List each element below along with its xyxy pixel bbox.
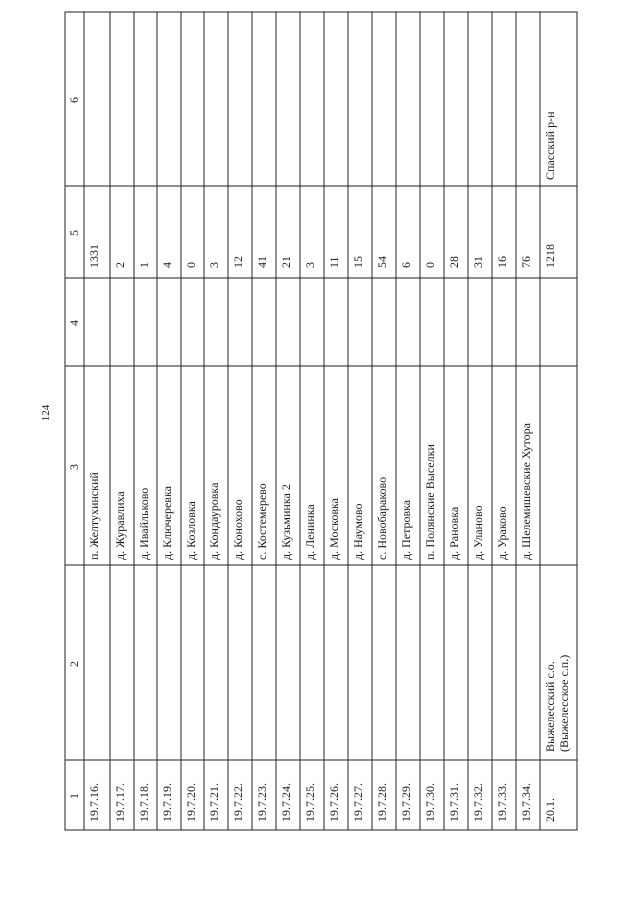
page-number: 124 [40, 404, 52, 422]
header-cell-2: 2 [67, 660, 81, 667]
district-name: Выжелесский с.о. [543, 661, 557, 752]
row-number: 19.7.22. [231, 783, 245, 822]
settlement-name: д. Журавлиха [113, 491, 127, 560]
district-note: Спасский р-н [543, 111, 557, 180]
row-number: 19.7.33. [495, 783, 509, 822]
row-number: 19.7.17. [113, 783, 127, 822]
population-value: 15 [351, 256, 365, 268]
settlement-name: д. Наумово [351, 503, 365, 560]
population-value: 41 [255, 256, 269, 268]
settlement-name: п. Полянские Выселки [423, 444, 437, 560]
row-number: 19.7.29. [399, 783, 413, 822]
row-number: 19.7.26. [327, 783, 341, 822]
row-number: 19.7.34. [519, 783, 533, 822]
row-number: 19.7.27. [351, 783, 365, 822]
row-number: 19.7.32. [471, 783, 485, 822]
district-name-alt: (Выжелесское с.п.) [557, 654, 571, 752]
settlement-name: д. Ураково [495, 506, 509, 560]
population-value: 2 [113, 262, 127, 268]
row-number: 19.7.20. [184, 783, 198, 822]
row-number: 19.7.28. [375, 783, 389, 822]
population-value: 11 [327, 256, 341, 268]
population-value: 28 [447, 256, 461, 268]
settlement-name: д. Шелемишевские Хутора [519, 423, 533, 560]
population-value: 31 [471, 256, 485, 268]
settlement-name: д. Ивайльково [137, 487, 151, 560]
settlement-name: д. Ленинка [303, 504, 317, 560]
row-number: 19.7.30. [423, 783, 437, 822]
population-value: 1 [137, 262, 151, 268]
settlement-name: д. Московка [327, 498, 341, 560]
row-number: 19.7.24. [279, 783, 293, 822]
settlement-name: с. Костемерево [255, 483, 269, 560]
row-number: 20.1. [543, 798, 557, 822]
settlement-name: д. Уланово [471, 505, 485, 560]
settlement-name: п. Желтухинский [87, 472, 101, 560]
population-value: 0 [423, 262, 437, 268]
settlement-name: д. Ключеревка [160, 486, 174, 560]
row-number: 19.7.25. [303, 783, 317, 822]
row-number: 19.7.21. [207, 783, 221, 822]
row-number: 19.7.23. [255, 783, 269, 822]
population-value: 3 [207, 262, 221, 268]
row-number: 19.7.18. [137, 783, 151, 822]
settlement-name: д. Кузьминка 2 [279, 484, 293, 560]
header-cell-5: 5 [67, 230, 81, 236]
population-value: 1331 [87, 244, 101, 268]
settlement-name: д. Конохово [231, 499, 245, 560]
population-value: 4 [160, 262, 174, 268]
population-value: 16 [495, 256, 509, 268]
row-number: 19.7.16. [87, 783, 101, 822]
population-value: 6 [399, 262, 413, 268]
row-number: 19.7.31. [447, 783, 461, 822]
population-value: 54 [375, 256, 389, 268]
population-value: 76 [519, 256, 533, 268]
header-cell-3: 3 [67, 463, 81, 470]
population-value: 21 [279, 256, 293, 268]
header-cell-1: 1 [67, 793, 81, 799]
population-value: 3 [303, 262, 317, 268]
settlement-name: д. Кондауровка [207, 482, 221, 560]
settlement-name: д. Рановка [447, 506, 461, 560]
population-value: 0 [184, 262, 198, 268]
row-number: 19.7.19. [160, 783, 174, 822]
header-cell-4: 4 [67, 320, 81, 326]
settlement-name: д. Петровка [399, 499, 413, 560]
population-value: 1218 [543, 244, 557, 268]
population-value: 12 [231, 256, 245, 268]
settlement-name: с. Новобараково [375, 476, 389, 560]
header-cell-6: 6 [67, 97, 81, 103]
settlement-name: д. Козловка [184, 501, 198, 560]
